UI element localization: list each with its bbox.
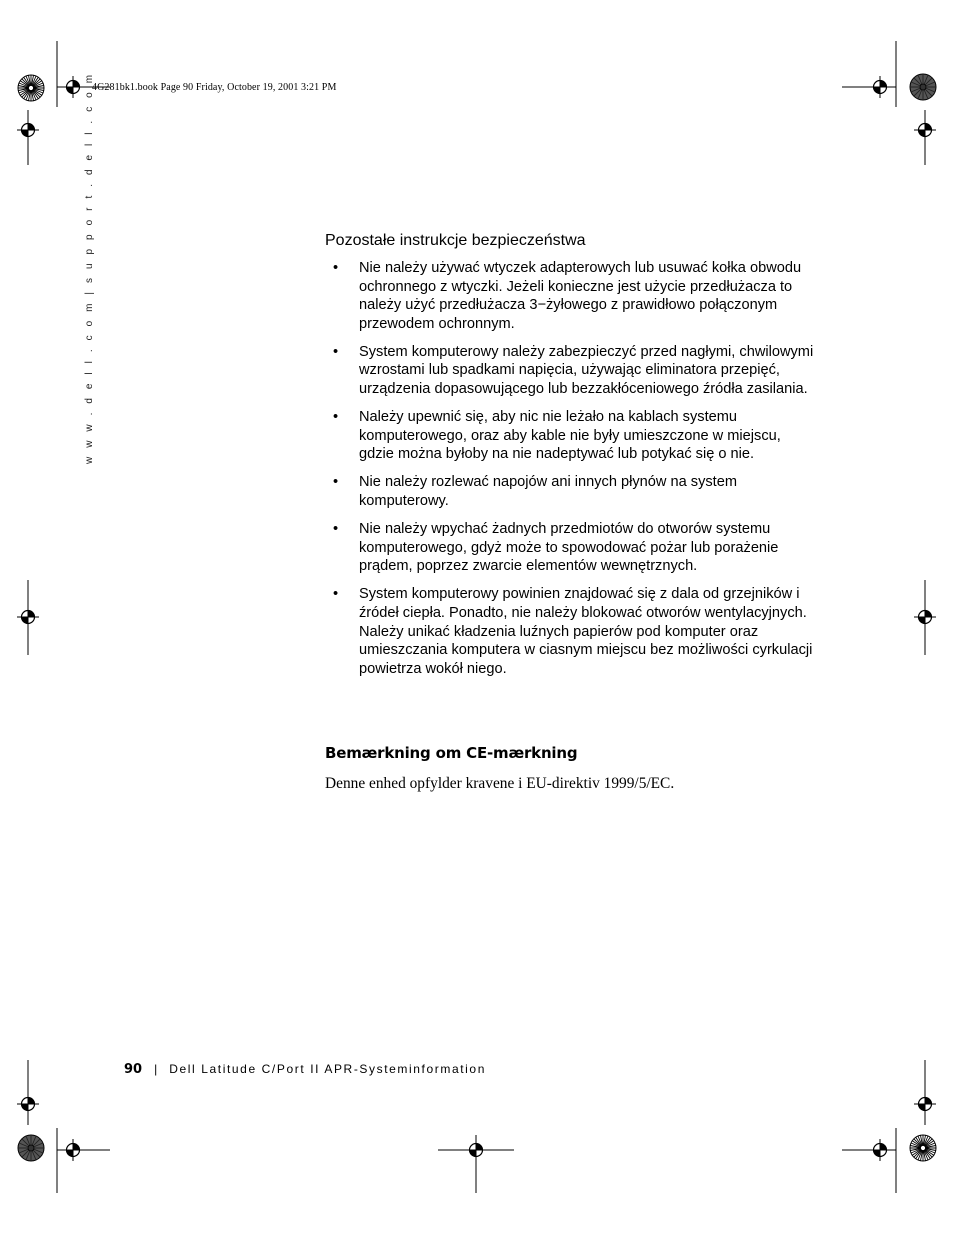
bullet-icon: • <box>333 260 339 276</box>
list-item-text: Nie należy wpychać żadnych przedmiotów do otworów systemu komputerowego, gdyż może to spowodować pożar lub porażenie prądem, poprzez zwarcie elementów wewnętrznych. <box>359 521 779 575</box>
safety-instructions-list <box>325 259 825 678</box>
list-item <box>325 408 819 464</box>
list-item-text: Nie należy używać wtyczek adapterowych lub usuwać kołka obwodu ochronnego z wtyczki. Jeżeli konieczne jest użycie przedłużacza to należy użyć przedłużacza 3−żyłowego z prawidłowo połączonym przewodem ochronnym. <box>359 260 802 332</box>
list-item <box>325 473 819 510</box>
list-item <box>325 259 819 333</box>
ce-body-text: Denne enhed opfylder kravene i EU-direktiv 1999/5/EC. <box>325 775 675 792</box>
list-item <box>325 585 819 678</box>
safety-section <box>325 232 825 688</box>
page-footer <box>124 1062 486 1077</box>
footer-separator: | <box>154 1062 158 1076</box>
bullet-icon: • <box>333 343 339 360</box>
list-item-text: Należy upewnić się, aby nic nie leżało na kablach systemu komputerowego, oraz aby kable nie były umieszczone w miejscu, gdzie można byłoby na nie nadeptywać lub potykać się o nie. <box>359 409 781 463</box>
list-item-text: System komputerowy powinien znajdować się z dala od grzejników i źródeł ciepła. Ponadto, nie należy blokować otworów wentylacyjnych. Należy unikać kładzenia luźnych papierów pod komputer oraz umieszczania komputera w ciasnym miejscu bez możliwości cyrkulacji powietrza wokół niego. <box>359 586 813 677</box>
list-item-text: System komputerowy należy zabezpieczyć przed nagłymi, chwilowymi wzrostami lub spadkami napięcia, używając eliminatora przepięć, urządzenia dopasowującego lub bezzakłóceniowego źródła zasilania. <box>359 343 814 398</box>
list-item <box>325 343 819 399</box>
footer-title: Dell Latitude C/Port II APR-Systeminformation <box>169 1062 486 1076</box>
page-number: 90 <box>124 1062 143 1077</box>
list-item <box>325 520 819 576</box>
bullet-icon: • <box>333 586 339 603</box>
ce-heading: Bemærkning om CE-mærkning <box>325 744 578 762</box>
list-item-text: Nie należy rozlewać napojów ani innych płynów na system komputerowy. <box>359 474 738 510</box>
bullet-icon: • <box>333 409 339 426</box>
bullet-icon: • <box>333 521 339 538</box>
bullet-icon: • <box>333 474 339 491</box>
side-url-text: w w w . d e l l . c o m | s u p p o r t . d e l l . c o m <box>84 71 95 464</box>
print-header-stamp: 4G281bk1.book Page 90 Friday, October 19, 2001 3:21 PM <box>92 82 337 93</box>
section-title: Pozostałe instrukcje bezpieczeństwa <box>325 232 586 249</box>
